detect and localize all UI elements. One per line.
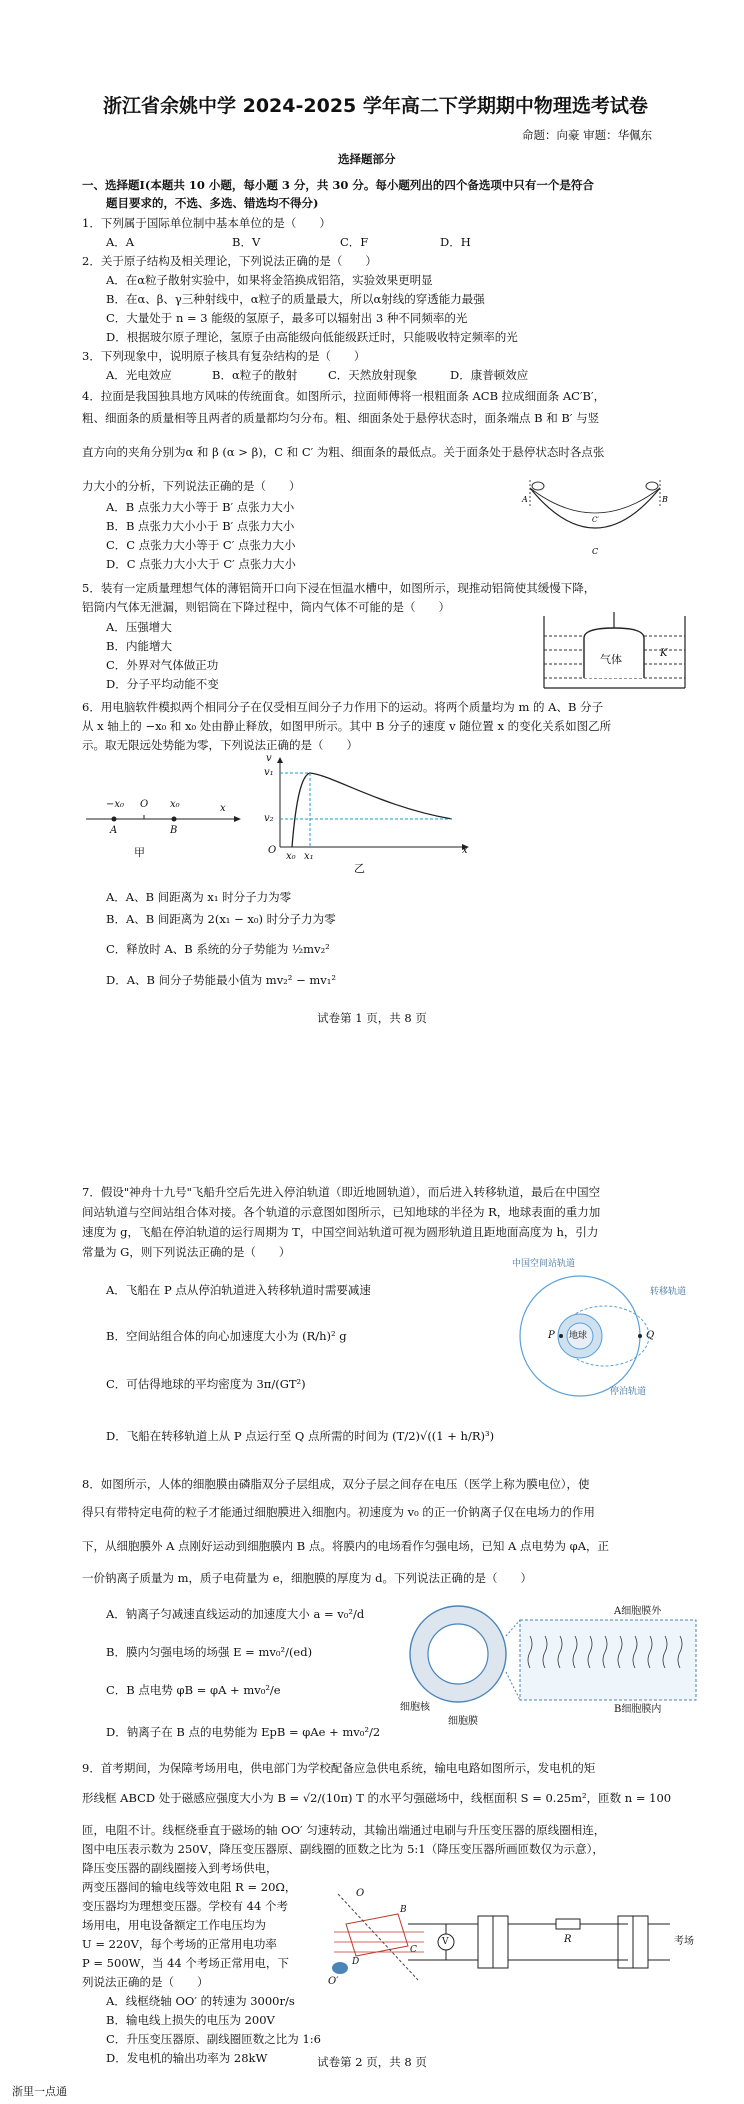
orbit-station-label: 中国空间站轨道 [512, 1259, 576, 1269]
q3-option-d: D．康普顿效应 [450, 368, 529, 382]
q5-option-a: A．压强增大 [106, 620, 172, 634]
page-2 [0, 1060, 744, 2104]
q6-line-2: 从 x 轴上的 −x₀ 和 x₀ 处由静止释放，如图甲所示。其中 B 分子的速度 v 随位置 x 的变化关系如图乙所 [82, 719, 612, 733]
q9-line-1: 9．首考期间，为保障考场用电，供电部门为学校配备应急供电系统，输电电路如图所示，发电机的矩 [82, 1761, 596, 1775]
molecule-axis-figure [84, 795, 244, 865]
q8-line-4: 一价钠离子质量为 m，质子电荷量为 e，细胞膜的厚度为 d。下列说法正确的是（ ） [82, 1571, 533, 1585]
figure-jia-caption: 甲 [134, 846, 145, 859]
q9-option-b: B．输电线上损失的电压为 200V [106, 2013, 275, 2027]
q6-option-a: A．A、B 间距离为 x₁ 时分子力为零 [106, 890, 292, 904]
q8-option-d: D．钠离子在 B 点的电势能为 EpB = φAe + mv₀²/2 [106, 1725, 381, 1739]
watermark: 浙里一点通 [12, 2085, 67, 2098]
q1-option-d: D．H [440, 235, 471, 249]
q7-line-3: 速度为 g，飞船在停泊轨道的运行周期为 T，中国空间站轨道可视为圆形轨道且距地面高度为 h，引力 [82, 1225, 599, 1239]
label-origin-o: O [140, 799, 149, 810]
exam-title: 浙江省余姚中学 2024-2025 学年高二下学期期中物理选考试卷 [103, 95, 648, 117]
nucleus-label: 细胞核 [400, 1702, 430, 1713]
q1-option-c: C．F [340, 235, 369, 249]
orbit-parking-label: 停泊轨道 [610, 1387, 647, 1397]
label-molecule-b: B [170, 825, 178, 836]
q9-line-5: 降压变压器的副线圈接入到考场供电， [82, 1861, 278, 1875]
q7-option-c: C．可估得地球的平均密度为 3π/(GT²) [106, 1377, 306, 1391]
q2-option-c: C．大量处于 n = 3 能级的氢原子，最多可以辐射出 3 种不同频率的光 [106, 311, 468, 325]
q6-option-c: C．释放时 A、B 系统的分子势能为 ½mv₂² [106, 942, 330, 956]
q6-option-b: B．A、B 间距离为 2(x₁ − x₀) 时分子力为零 [106, 912, 336, 926]
tank-k-label: K [660, 648, 668, 659]
q8-line-2: 得只有带特定电荷的粒子才能通过细胞膜进入细胞内。初速度为 v₀ 的正一价钠离子仅在电场力的作用 [82, 1505, 595, 1519]
q7-option-a: A．飞船在 P 点从停泊轨道进入转移轨道时需要减速 [106, 1283, 371, 1297]
q5-option-c: C．外界对气体做正功 [106, 658, 219, 672]
q4-option-a: A．B 点张力大小等于 B′ 点张力大小 [106, 500, 295, 514]
water-tank-figure [542, 612, 687, 692]
q6-option-d: D．A、B 间分子势能最小值为 mv₂² − mv₁² [106, 973, 336, 987]
q7-line-1: 7．假设"神舟十九号"飞船升空后先进入停泊轨道（即近地圆轨道），而后进入转移轨道，最后在中国空 [82, 1185, 601, 1199]
q9-line-4: 图中电压表示数为 250V，降压变压器原、副线圈的匝数之比为 5:1（降压变压器所画匝数仅为示意）， [82, 1842, 604, 1856]
q2-option-d: D．根据玻尔原子理论，氢原子由高能级向低能级跃迁时，只能吸收特定频率的光 [106, 330, 518, 344]
footer-page-1: 试卷第 1 页，共 8 页 [317, 1011, 427, 1025]
q3-option-a: A．光电效应 [106, 368, 172, 382]
q1-option-b: B．V [232, 235, 261, 249]
graph-x-axis-label: x [462, 845, 468, 856]
q5-line-2: 铝筒内气体无泄漏，则铝筒在下降过程中，筒内气体不可能的是（ ） [82, 600, 450, 614]
q9-line-9: U = 220V，每个考场的正常用电功率 [82, 1937, 277, 1951]
q4-option-b: B．B 点张力大小小于 B′ 点张力大小 [106, 519, 295, 533]
q8-option-a: A．钠离子匀减速直线运动的加速度大小 a = v₀²/d [106, 1607, 365, 1621]
resistor-r-label: R [564, 1934, 572, 1945]
membrane-label: 细胞膜 [448, 1716, 478, 1727]
orbit-q-label: Q [646, 1330, 655, 1341]
q5-option-b: B．内能增大 [106, 639, 172, 653]
q8-line-3: 下，从细胞膜外 A 点刚好运动到细胞膜内 B 点。将膜内的电场看作匀强电场，已知 A 点电势为 φA，正 [82, 1539, 610, 1553]
coil-b-label: B [400, 1905, 407, 1915]
q3-option-b: B．α粒子的散射 [212, 368, 298, 382]
q6-line-3: 示。取无限远处势能为零，下列说法正确的是（ ） [82, 738, 358, 752]
axis-o-prime-label: O′ [328, 1976, 339, 1987]
q5-line-1: 5．装有一定质量理想气体的薄铝筒开口向下浸在恒温水槽中，如图所示，现推动铝筒使其缓慢下降， [82, 581, 596, 595]
svg-text:C: C [592, 547, 599, 556]
graph-v1-label: v₁ [264, 767, 274, 778]
q6-line-1: 6．用电脑软件模拟两个相同分子在仅受相互间分子力作用下的运动。将两个质量均为 m 的 A、B 分子 [82, 700, 604, 714]
orbit-transfer-label: 转移轨道 [650, 1287, 687, 1297]
q1-option-a: A．A [106, 235, 135, 249]
footer-page-2: 试卷第 2 页，共 8 页 [317, 2055, 427, 2069]
q4-line-2: 粗、细面条的质量相等且两者的质量都均匀分布。粗、细面条处于悬停状态时，面条端点 B 和 B′ 与竖 [82, 411, 600, 425]
q9-line-11: 列说法正确的是（ ） [82, 1975, 209, 1989]
q4-line-1: 4．拉面是我国独具地方风味的传统面食。如图所示，拉面师傅将一根粗面条 ACB 拉成细面条 AC′B′， [82, 389, 606, 403]
q9-line-6: 两变压器间的输电线等效电阻 R = 20Ω， [82, 1880, 297, 1894]
graph-v2-label: v₂ [264, 813, 274, 824]
power-circuit-figure [328, 1884, 708, 1994]
q7-option-d: D．飞船在转移轨道上从 P 点运行至 Q 点所需的时间为 (T/2)√((1 + h/R)³) [106, 1429, 495, 1443]
q9-line-3: 匝，电阻不计。线框绕垂直于磁场的轴 OO′ 匀速转动，其输出端通过电刷与升压变压器的原线圈相连， [82, 1823, 606, 1837]
q7-line-4: 常量为 G，则下列说法正确的是（ ） [82, 1245, 291, 1259]
q3-stem: 3．下列现象中，说明原子核具有复杂结构的是（ ） [82, 349, 366, 363]
svg-text:C′: C′ [592, 516, 599, 524]
orbit-figure [500, 1256, 700, 1406]
label-molecule-a: A [110, 825, 118, 836]
orbit-earth-label: 地球 [569, 1331, 588, 1341]
q9-option-d: D．发电机的输出功率为 28kW [106, 2051, 268, 2065]
part1-heading-2: 题目要求的，不选、多选、错选均不得分) [106, 196, 319, 210]
q3-option-c: C．天然放射现象 [328, 368, 418, 382]
velocity-graph-figure [262, 753, 472, 877]
noodle-figure [520, 478, 670, 558]
graph-x0-label: x₀ [286, 851, 296, 862]
q8-option-b: B．膜内匀强电场的场强 E = mv₀²/(ed) [106, 1645, 313, 1659]
exam-room-label: 考场 [674, 1936, 694, 1947]
q2-option-a: A．在α粒子散射实验中，如果将金箔换成铝箔，实验效果更明显 [106, 273, 433, 287]
q8-line-1: 8．如图所示，人体的细胞膜由磷脂双分子层组成，双分子层之间存在电压（医学上称为膜电位），使 [82, 1477, 590, 1491]
q4-line-4: 力大小的分析，下列说法正确的是（ ） [82, 479, 301, 493]
q7-line-2: 间站轨道与空间站组合体对接。各个轨道的示意图如图所示，已知地球的半径为 R，地球表面的重力加 [82, 1205, 601, 1219]
q5-option-d: D．分子平均动能不变 [106, 677, 219, 691]
svg-text:B: B [662, 495, 668, 504]
q4-option-d: D．C 点张力大小大于 C′ 点张力大小 [106, 557, 296, 571]
graph-origin-label: O [268, 845, 277, 856]
q2-stem: 2．关于原子结构及相关理论，下列说法正确的是（ ） [82, 254, 377, 268]
q7-option-b: B．空间站组合体的向心加速度大小为 (R/h)² g [106, 1329, 347, 1343]
coil-c-label: C [410, 1945, 417, 1955]
membrane-outside-label: A细胞膜外 [614, 1606, 662, 1617]
q2-option-b: B．在α、β、γ三种射线中，α粒子的质量最大，所以α射线的穿透能力最强 [106, 292, 485, 306]
cell-membrane-figure [400, 1596, 700, 1726]
q9-option-c: C．升压变压器原、副线圈匝数之比为 1:6 [106, 2032, 321, 2046]
q9-option-a: A．线框绕轴 OO′ 的转速为 3000r/s [106, 1994, 295, 2008]
q1-stem: 1．下列属于国际单位制中基本单位的是（ ） [82, 216, 331, 230]
q4-option-c: C．C 点张力大小等于 C′ 点张力大小 [106, 538, 296, 552]
orbit-p-label: P [548, 1330, 555, 1341]
membrane-inside-label: B细胞膜内 [614, 1704, 662, 1715]
q8-option-c: C．B 点电势 φB = φA + mv₀²/e [106, 1683, 281, 1697]
axis-o-label: O [356, 1888, 365, 1899]
svg-text:A: A [522, 495, 528, 504]
label-neg-x0: −x₀ [106, 799, 125, 810]
q9-line-2: 形线框 ABCD 处于磁感应强度大小为 B = √2/(10π) T 的水平匀强磁场中，线框面积 S = 0.25m²，匝数 n = 100 [82, 1791, 672, 1805]
figure-yi-caption: 乙 [354, 862, 365, 875]
label-x-axis: x [220, 803, 226, 814]
voltmeter-label: V [442, 1937, 449, 1947]
q9-line-8: 场用电，用电设备额定工作电压均为 [82, 1918, 266, 1932]
author-line: 命题：向豪 审题：华佩东 [522, 128, 653, 142]
part1-heading-1: 一、选择题Ⅰ(本题共 10 小题，每小题 3 分，共 30 分。每小题列出的四个备选项中只有一个是符合 [82, 178, 594, 192]
section-title: 选择题部分 [338, 152, 396, 166]
q4-line-3: 直方向的夹角分别为α 和 β (α > β)，C 和 C′ 为粗、细面条的最低点。关于面条处于悬停状态时各点张 [82, 445, 605, 459]
q9-line-10: P = 500W，当 44 个考场正常用电，下 [82, 1956, 289, 1970]
tank-gas-label: 气体 [600, 653, 622, 666]
label-x0: x₀ [170, 799, 180, 810]
graph-x1-label: x₁ [304, 851, 314, 862]
graph-v-label: v [266, 753, 272, 764]
coil-d-label: D [352, 1957, 360, 1967]
q9-line-7: 变压器均为理想变压器。学校有 44 个考 [82, 1899, 288, 1913]
